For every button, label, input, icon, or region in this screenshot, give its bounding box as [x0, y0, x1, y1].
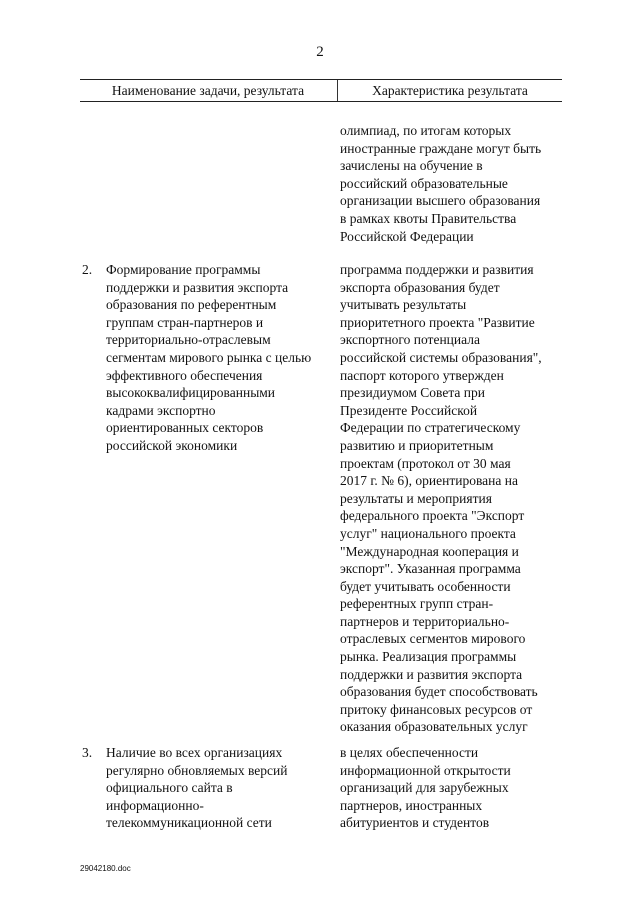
- row-task-text: Формирование программы поддержки и развития экспорта образования по референтным группам стран-партнеров и территориально-отраслевым сегментам мирового рынка с целью эффективного обеспечения высококвалифицированными кадрами экспортно ориентированных секторов российской экономики: [106, 262, 312, 453]
- page-number: 2: [316, 44, 324, 60]
- row-result-text: программа поддержки и развития экспорта образования будет учитывать результаты приоритетного проекта "Развитие экспортного потенциала российской системы образования", паспорт которого утвержден президиумом Совета при Президенте Российской Федерации по стратегическому развитию и приоритетным проектам (протокол от 30 мая 2017 г. № 6), ориентирована на результаты и мероприятия федерального проекта "Экспорт услуг" национального проекта "Международная кооперация и экспорт". Указанная программа будет учитывать особенности референтных групп стран- партнеров и территориально- отраслевых сегментов мирового рынка. Реализация программы поддержки и развития экспорта образования будет способствовать притоку финансовых ресурсов от оказания образовательных услуг: [340, 262, 542, 735]
- header-result-column: Характеристика результата: [372, 83, 528, 98]
- document-filename: 29042180.doc: [80, 864, 131, 873]
- row-result-text: в целях обеспеченности информационной открытости организаций для зарубежных партнеров, иностранных абитуриентов и студентов: [340, 745, 511, 831]
- result-continuation: олимпиад, по итогам которых иностранные граждане могут быть зачислены на обучение в российский образовательные организации высшего образования в рамках квоты Правительства Российской Федерации: [340, 123, 542, 244]
- header-task-column: Наименование задачи, результата: [111, 83, 305, 98]
- row-number: 3.: [82, 745, 93, 760]
- table-header: [80, 79, 562, 102]
- row-number: 2.: [82, 262, 93, 277]
- row-task-text: Наличие во всех организациях регулярно обновляемых версий официального сайта в информационно- телекоммуникационной сети: [106, 745, 288, 831]
